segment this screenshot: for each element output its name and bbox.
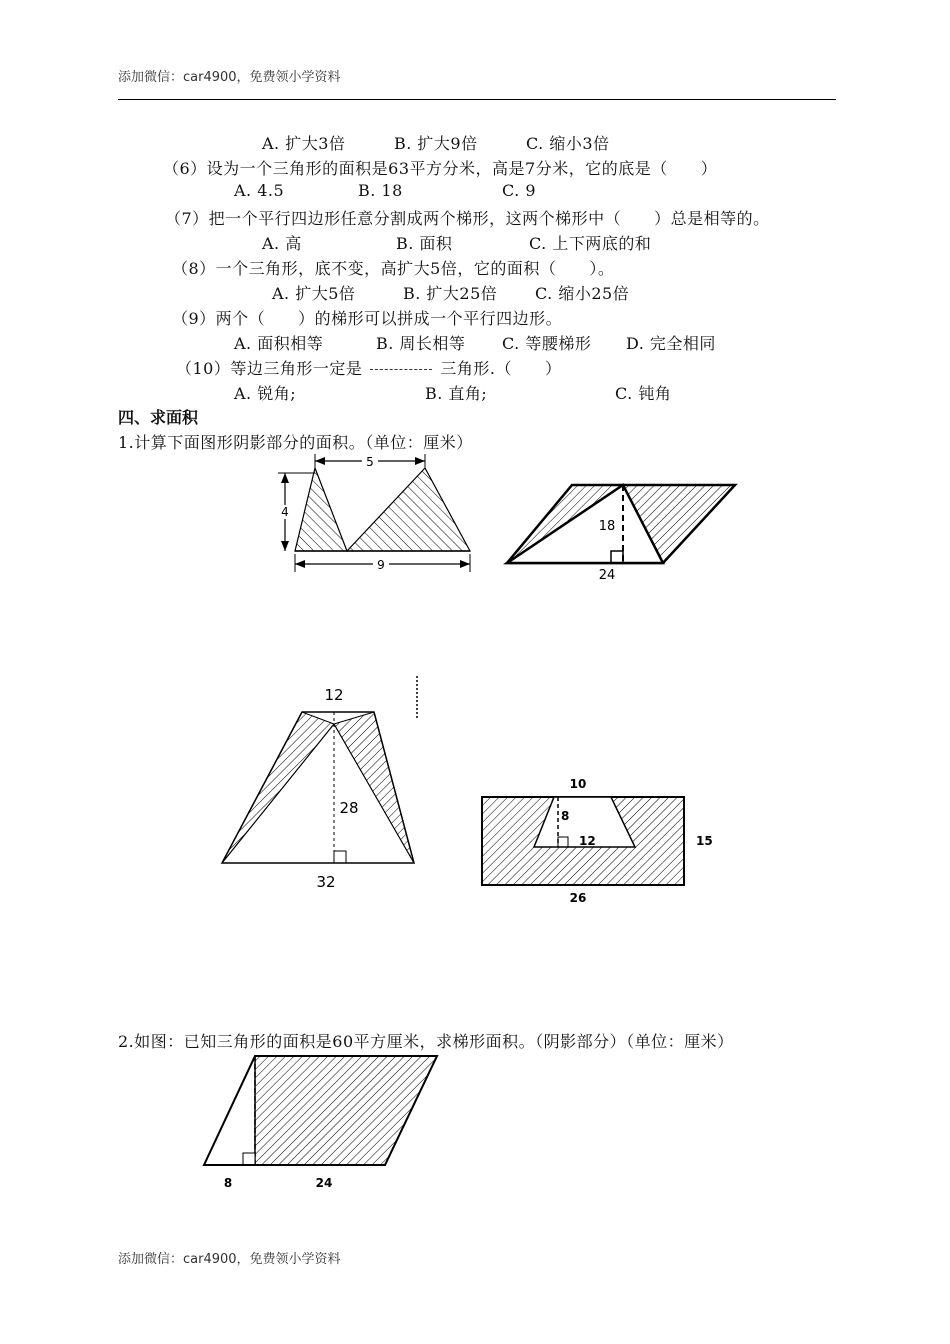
- figure-parallelogram-trapezoid: [198, 1050, 443, 1195]
- fig5-base-label: 24: [315, 1176, 333, 1190]
- page-header: 添加微信：car4900，免费领小学资料: [118, 70, 341, 85]
- section-title: 四、求面积: [118, 408, 199, 427]
- q9-option-c: C. 等腰梯形: [502, 334, 592, 353]
- q10-stem: [176, 356, 561, 379]
- q10-option-c: C. 钝角: [615, 384, 672, 403]
- q10-stem-start: （10）等边三角形一定是: [176, 359, 363, 378]
- fig3-base-label: 32: [316, 873, 336, 891]
- q8-stem: （8）一个三角形，底不变，高扩大5倍，它的面积（ ）。: [172, 259, 615, 278]
- fig4-inner-bottom-label: 12: [579, 834, 596, 848]
- fig3-top-label: 12: [324, 686, 344, 704]
- q9-option-d: D. 完全相同: [626, 334, 716, 353]
- fig4-right-label: 15: [696, 834, 713, 848]
- fig1-top-label: 5: [366, 455, 374, 469]
- q10-blank: [370, 369, 432, 370]
- q9-stem: （9）两个（ ）的梯形可以拼成一个平行四边形。: [172, 309, 563, 328]
- figure-two-triangles: [270, 448, 480, 578]
- q6-stem: （6）设为一个三角形的面积是63平方分米，高是7分米，它的底是（ ）: [163, 159, 718, 178]
- q7-option-a: A. 高: [262, 234, 302, 253]
- fig4-base-label: 26: [569, 891, 587, 905]
- figure-rectangle-trapezoid: [475, 770, 720, 910]
- fig4-top-label: 10: [569, 777, 587, 791]
- q7-option-b: B. 面积: [396, 234, 453, 253]
- q9-option-b: B. 周长相等: [376, 334, 466, 353]
- q7-option-c: C. 上下两底的和: [529, 234, 652, 253]
- q6-option-b: B. 18: [358, 181, 403, 200]
- q5-option-c: C. 缩小3倍: [526, 134, 610, 153]
- figure-parallelogram-triangle: [500, 478, 745, 588]
- q5-option-a: A. 扩大3倍: [262, 134, 346, 153]
- q10-stem-end: 三角形.（ ）: [440, 359, 562, 378]
- fig1-height-label: 4: [281, 505, 289, 519]
- page-footer: 添加微信：car4900，免费领小学资料: [118, 1252, 341, 1267]
- q8-option-c: C. 缩小25倍: [535, 284, 630, 303]
- fig2-height-label: 18: [598, 519, 616, 534]
- shaded-triangle-left: [295, 468, 347, 551]
- dotted-mark: [414, 676, 420, 720]
- q5-option-b: B. 扩大9倍: [394, 134, 478, 153]
- fig5-left-label: 8: [223, 1176, 233, 1190]
- fig3-height-label: 28: [339, 799, 359, 817]
- q6-option-a: A. 4.5: [234, 181, 285, 200]
- fig2-base-label: 24: [598, 568, 616, 583]
- fig1-bottom-label: 9: [377, 558, 385, 572]
- q7-stem: （7）把一个平行四边形任意分割成两个梯形，这两个梯形中（ ）总是相等的。: [165, 209, 770, 228]
- q10-option-a: A. 锐角;: [234, 384, 297, 403]
- shaded-triangle-right: [347, 468, 470, 551]
- section-item-1: 1.计算下面图形阴影部分的面积。（单位：厘米）: [118, 433, 473, 452]
- figure-trapezoid-slivers: [212, 680, 427, 895]
- header-rule: [118, 99, 836, 100]
- q9-option-a: A. 面积相等: [234, 334, 324, 353]
- q6-option-c: C. 9: [502, 181, 537, 200]
- q10-option-b: B. 直角;: [425, 384, 488, 403]
- shaded-trapezoid: [255, 1056, 437, 1165]
- q8-option-a: A. 扩大5倍: [272, 284, 356, 303]
- q8-option-b: B. 扩大25倍: [403, 284, 498, 303]
- fig4-height-label: 8: [561, 809, 570, 823]
- section-item-2: 2.如图：已知三角形的面积是60平方厘米，求梯形面积。（阴影部分）（单位：厘米）: [118, 1032, 734, 1051]
